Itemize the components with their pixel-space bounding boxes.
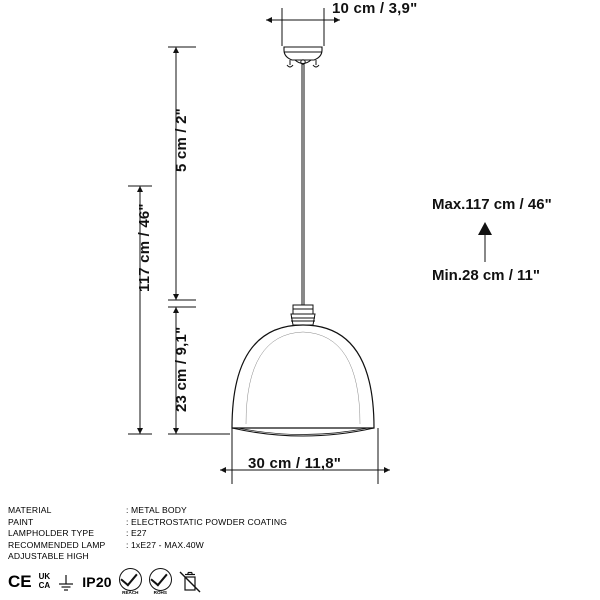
spec-key-material: MATERIAL xyxy=(8,505,52,515)
spec-row-adjustable-high xyxy=(8,551,287,563)
spec-value-paint: ELECTROSTATIC POWDER COATING xyxy=(131,516,288,527)
spec-value-lampholder-type: E27 xyxy=(131,528,147,539)
label-min-height: Min.28 cm / 11" xyxy=(432,267,540,284)
spec-colon: : xyxy=(126,505,129,515)
lampholder-fitting xyxy=(291,305,315,325)
spec-key-lampholder-type: LAMPHOLDER TYPE xyxy=(8,528,95,539)
spec-key-adjustable-high: ADJUSTABLE HIGH xyxy=(8,551,89,562)
class-1-earth-icon xyxy=(57,572,75,592)
reach-badge-caption: REACH xyxy=(122,590,139,595)
spec-colon: : xyxy=(126,528,129,539)
label-canopy-to-top: 5 cm / 2" xyxy=(173,108,190,172)
spec-value-material: METAL BODY xyxy=(131,505,187,515)
ce-mark-icon: CE xyxy=(8,572,32,591)
ukca-line-1: UK xyxy=(38,572,51,581)
reach-badge-wrap xyxy=(119,568,142,595)
rohs-badge-icon xyxy=(149,568,172,591)
dim-canopy-width xyxy=(266,8,340,46)
waste-bin-crossed-icon xyxy=(179,570,201,594)
label-max-height: Max.117 cm / 46" xyxy=(432,196,552,213)
spec-colon: : xyxy=(126,539,129,550)
dim-canopy-to-top xyxy=(168,47,196,300)
spec-row-material xyxy=(8,505,287,517)
specification-table xyxy=(8,505,287,563)
spec-row-lampholder-type xyxy=(8,528,287,540)
ukca-mark-icon xyxy=(39,573,51,590)
label-total-height: 117 cm / 46" xyxy=(136,203,153,292)
dome-shade xyxy=(232,325,374,436)
spec-key-recommended-lamp: RECOMMENDED LAMP xyxy=(8,539,106,550)
spec-colon: : xyxy=(126,516,129,527)
spec-row-paint xyxy=(8,517,287,529)
rohs-badge-wrap xyxy=(149,568,172,595)
reach-badge-icon xyxy=(119,568,142,591)
adjustable-height-arrow xyxy=(478,222,492,262)
suspension-cable xyxy=(302,64,304,306)
ukca-line-2: CA xyxy=(38,580,51,590)
certification-row xyxy=(8,568,201,595)
spec-row-recommended-lamp xyxy=(8,540,287,552)
rohs-badge-caption: ROHS xyxy=(153,590,167,595)
label-shade-height: 23 cm / 9,1" xyxy=(173,326,190,412)
label-shade-width: 30 cm / 11,8" xyxy=(248,455,342,472)
spec-key-paint: PAINT xyxy=(8,516,34,527)
ceiling-canopy xyxy=(284,47,322,67)
label-canopy-width: 10 cm / 3,9" xyxy=(332,0,418,17)
spec-value-recommended-lamp: 1xE27 - MAX.40W xyxy=(131,539,204,550)
ip-rating-label: IP20 xyxy=(82,573,112,590)
